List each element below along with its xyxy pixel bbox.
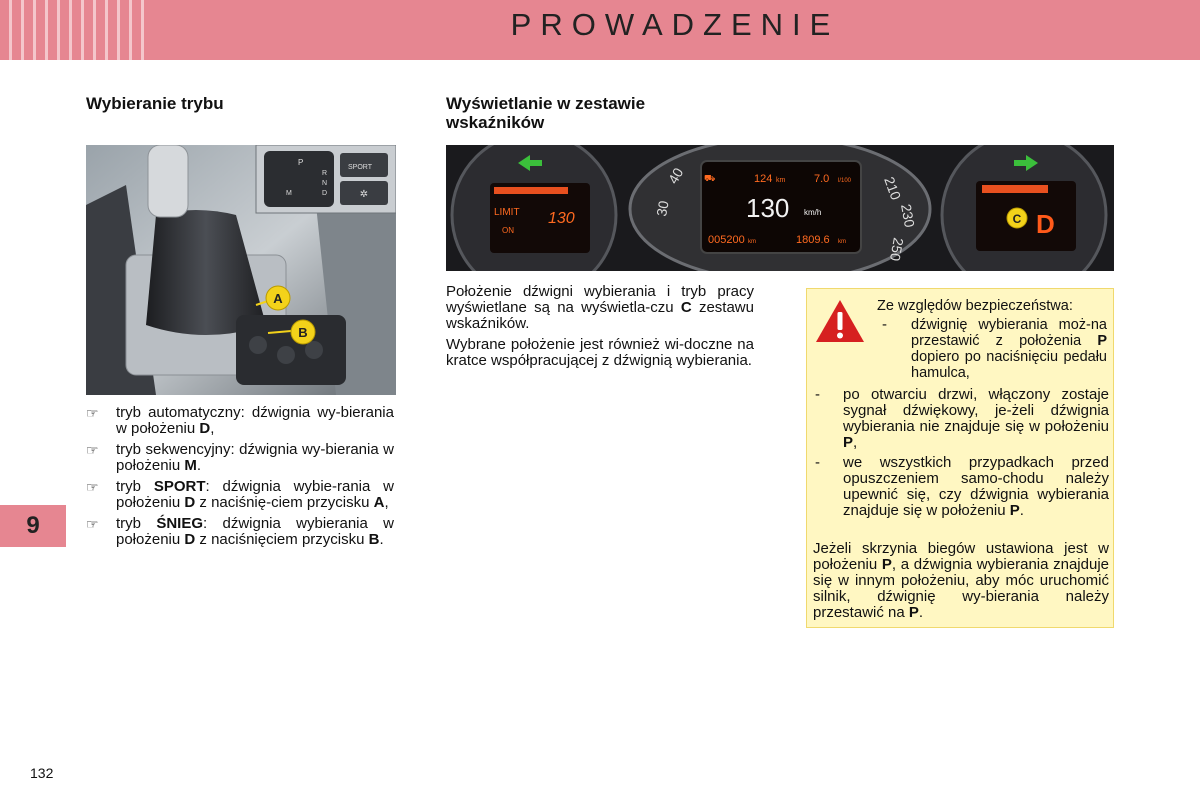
trip-odometer: 1809.6	[796, 234, 830, 246]
list-item: ☞ tryb automatyczny: dźwignia wy-bierania w położeniu D,	[86, 404, 394, 437]
list-item: ☞ tryb SPORT: dźwignia wybie-rania w położeniu D z naciśnię-ciem przycisku A,	[86, 478, 394, 511]
dial-tick-230: 230	[898, 202, 918, 229]
callout-b: B	[298, 325, 308, 340]
mode-list	[86, 405, 394, 553]
section-heading-mode-selection: Wybieranie trybu	[86, 94, 224, 113]
page-title: PROWADZENIE	[510, 7, 840, 42]
inset-label-m: M	[286, 190, 292, 197]
gear-selector-photo	[86, 145, 396, 395]
consumption-unit: l/100	[838, 178, 852, 184]
dial-tick-210: 210	[881, 174, 905, 202]
trip-odometer-unit: km	[838, 239, 846, 245]
pointing-hand-icon: ☞	[86, 442, 99, 458]
safety-warning-box	[806, 288, 1114, 628]
warning-final-paragraph: Jeżeli skrzynia biegów ustawiona jest w położeniu P, a dźwignia wybierania znajduje się w innym położeniu, aby móc uruchomić silnik, dźwignię wy-bierania należy przestawić na P.	[813, 540, 1109, 621]
gear-indicator: D	[1036, 209, 1055, 239]
pointing-hand-icon: ☞	[86, 405, 99, 421]
trip-range-unit: km	[776, 177, 786, 184]
callout-c: C	[1012, 212, 1022, 226]
limit-value: 130	[548, 210, 575, 227]
list-item: ☞ tryb sekwencyjny: dźwignia wy-bierania w położeniu M.	[86, 441, 394, 474]
list-item: ☞ tryb ŚNIEG: dźwignia wybierania w położeniu D z naciśnięciem przycisku B.	[86, 515, 394, 548]
header-bar	[0, 0, 1200, 60]
inset-label-p: P	[298, 158, 304, 167]
trip-range: 124	[754, 173, 773, 185]
list-item: - po otwarciu drzwi, włączony zostaje sygnał dźwiękowy, je-żeli dźwignia wybierania nie znajduje się w położeniu P,	[815, 386, 1109, 451]
svg-text:⛟: ⛟	[704, 174, 716, 184]
warning-triangle-icon	[813, 297, 867, 345]
warning-list	[813, 387, 1109, 523]
warning-indent-item: - dźwignię wybierania moż-na przestawić z położenia P dopiero po naciśnięciu pedału hamulca,	[882, 316, 1107, 381]
section-heading-cluster-display: Wyświetlanie w zestawie wskaźników	[446, 94, 646, 132]
pointing-hand-icon: ☞	[86, 516, 99, 532]
inset-label-r: R	[322, 170, 328, 177]
odometer-unit: km	[748, 239, 756, 245]
consumption: 7.0	[814, 173, 830, 185]
limit-status: ON	[502, 226, 514, 235]
speed-readout: 130	[746, 193, 790, 223]
inset-label-d: D	[322, 190, 328, 197]
warning-title: Ze względów bezpieczeństwa:	[877, 298, 1073, 314]
cluster-paragraph-1: Położenie dźwigni wybierania i tryb pracy wyświetlane są na wyświetla-czu C zestawu wskaźników.	[446, 283, 754, 332]
list-item: - we wszystkich przypadkach przed opuszczeniem samo-chodu należy upewnić się, czy dźwignia wybierania znajduje się w położeniu P.	[815, 454, 1109, 519]
cluster-paragraph-2: Wybrane położenie jest również wi-doczne na kratce współpracującej z dźwignią wybierania.	[446, 336, 754, 369]
odometer: 005200	[708, 234, 745, 246]
dial-tick-30: 30	[653, 199, 672, 218]
instrument-cluster-photo	[446, 145, 1114, 271]
svg-text:✲: ✲	[359, 189, 369, 200]
header-stripes	[0, 0, 150, 60]
dial-tick-250: 250	[886, 236, 907, 263]
speed-unit: km/h	[804, 208, 822, 217]
limit-label: LIMIT	[494, 207, 520, 218]
callout-a: A	[273, 291, 283, 306]
dial-tick-40: 40	[664, 165, 687, 187]
page-number: 132	[30, 765, 54, 781]
pointing-hand-icon: ☞	[86, 479, 99, 495]
inset-label-n: N	[322, 180, 328, 187]
chapter-tab: 9	[0, 505, 66, 547]
inset-label-sport: SPORT	[348, 164, 372, 171]
